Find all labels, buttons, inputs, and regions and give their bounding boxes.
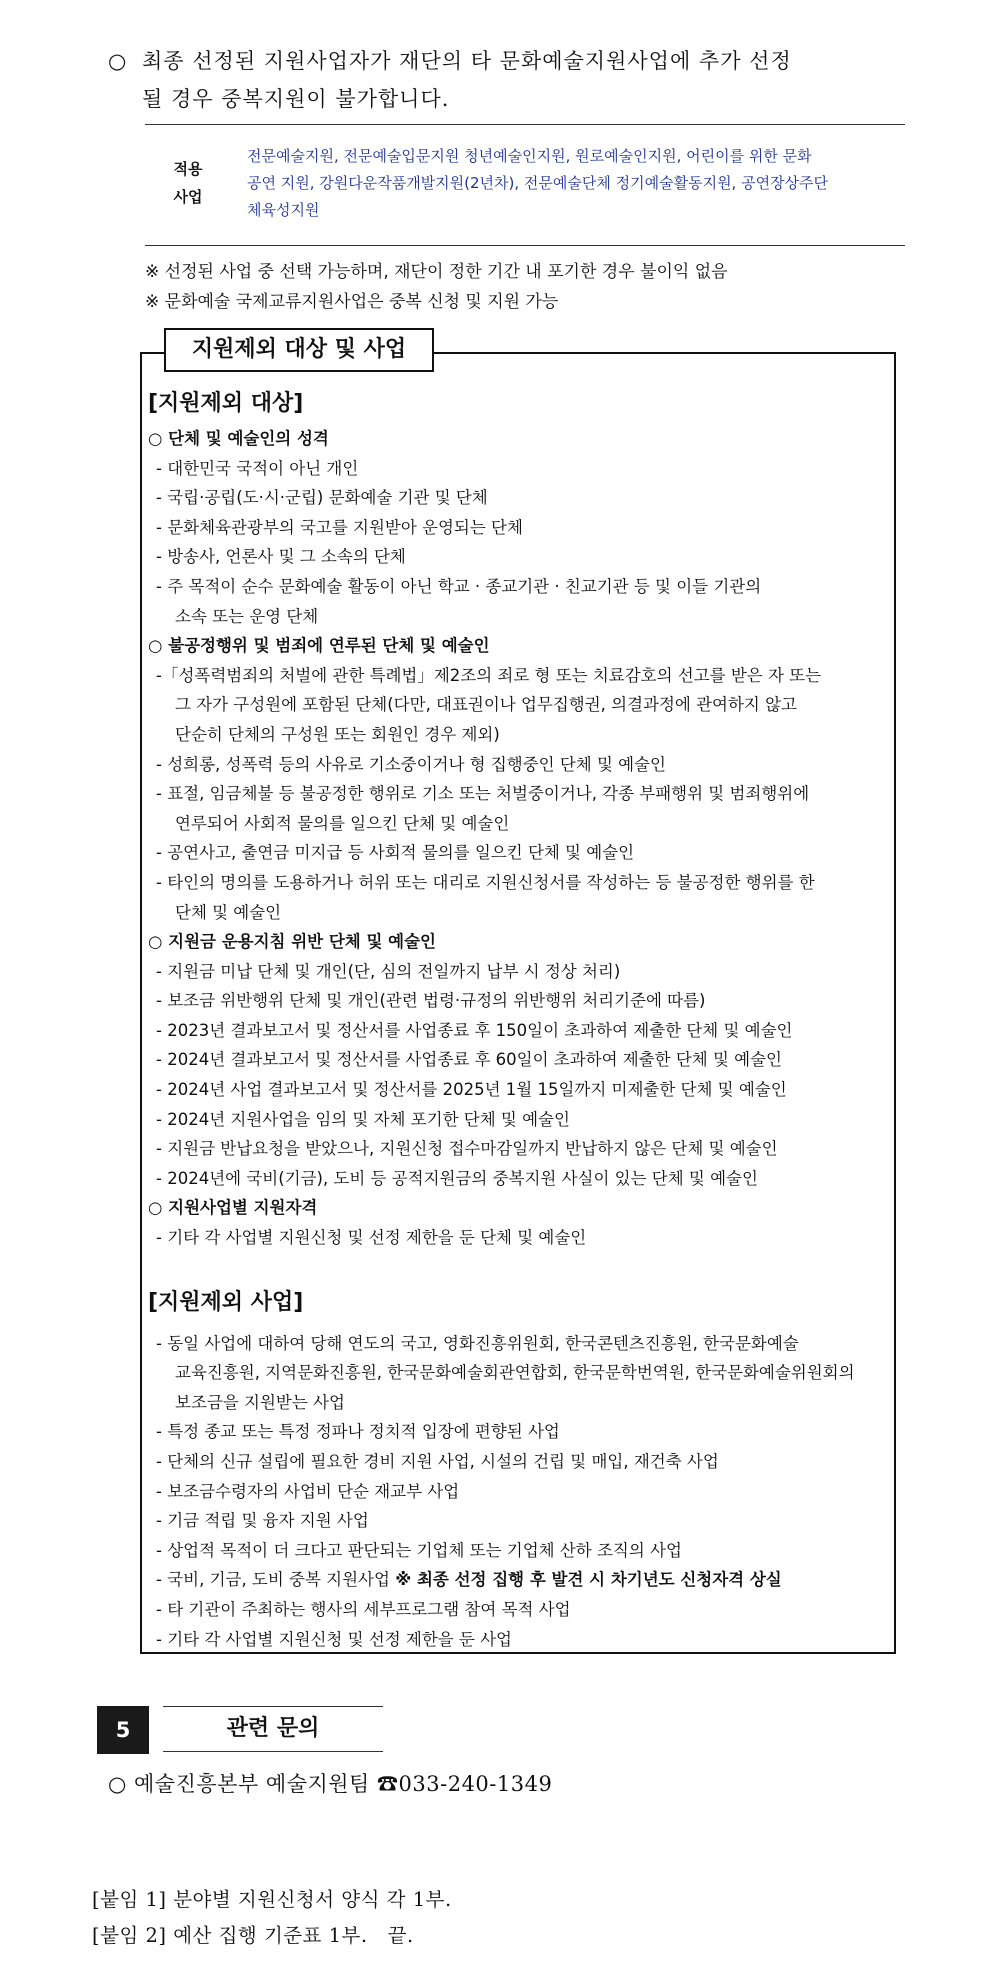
section-5-header — [97, 1706, 383, 1754]
list-item: 연루되어 사회적 물의를 일으킨 단체 및 예술인 — [175, 813, 510, 833]
list-item: - 공연사고, 출연금 미지급 등 사회적 물의를 일으킨 단체 및 예술인 — [156, 843, 635, 863]
contact-phone: ☎033-240-1349 — [377, 1772, 553, 1796]
section-number: 5 — [97, 1706, 149, 1754]
list-item: - 특정 종교 또는 특정 정파나 정치적 입장에 편향된 사업 — [156, 1422, 560, 1442]
list-item: - 보조금 위반행위 단체 및 개인(관련 법령·규정의 위반행위 처리기준에 따름) — [156, 991, 706, 1011]
list-item: - 기금 적립 및 융자 지원 사업 — [156, 1511, 369, 1531]
list-item: - 기타 각 사업별 지원신청 및 선정 제한을 둔 사업 — [156, 1629, 512, 1649]
list-item: - 방송사, 언론사 및 그 소속의 단체 — [156, 547, 406, 567]
list-item: - 타 기관이 주최하는 행사의 세부프로그램 참여 목적 사업 — [156, 1599, 571, 1619]
list-item: - 성희롱, 성폭력 등의 사유로 기소중이거나 형 집행중인 단체 및 예술인 — [156, 754, 666, 774]
attachments — [92, 1882, 452, 1954]
dup-support-warning: ※ 최종 선정 집행 후 발견 시 차기년도 신청자격 상실 — [395, 1570, 782, 1590]
group-title: ○ 지원사업별 지원자격 — [148, 1198, 318, 1218]
list-item: - 대한민국 국적이 아닌 개인 — [156, 458, 359, 478]
exclusion-box-title: 지원제외 대상 및 사업 — [164, 328, 434, 372]
list-item: - 문화체육관광부의 국고를 지원받아 운영되는 단체 — [156, 517, 523, 537]
list-item: - 지원금 반납요청을 받았으나, 지원신청 접수마감일까지 반납하지 않은 단체 및 예술인 — [156, 1139, 778, 1159]
contact-line — [108, 1768, 552, 1800]
list-item: 교육진흥원, 지역문화진흥원, 한국문화예술회관연합회, 한국문학번역원, 한국문화예술위원회의 — [175, 1363, 855, 1383]
group-title: ○ 불공정행위 및 범죄에 연루된 단체 및 예술인 — [148, 636, 490, 656]
list-item: - 지원금 미납 단체 및 개인(단, 심의 전일까지 납부 시 정상 처리) — [156, 961, 621, 981]
list-item — [148, 1565, 888, 1595]
list-item: -「성폭력범죄의 처벌에 관한 특례법」제2조의 죄로 형 또는 치료감호의 선고를 받은 자 또는 — [156, 665, 822, 685]
applicable-projects-list: 전문예술지원, 전문예술입문지원 청년예술인지원, 원로예술인지원, 어린이를 위한 문화 공연 지원, 강원다운작품개발지원(2년차), 전문예술단체 정기예술활동지원, 공연장상주단 체육성지원 — [247, 147, 829, 219]
section-title: 관련 문의 — [163, 1706, 383, 1752]
excluded-projects-heading: [지원제외 사업] — [148, 1289, 304, 1315]
list-item: - 표절, 임금체불 등 불공정한 행위로 기소 또는 처벌중이거나, 각종 부패행위 및 범죄행위에 — [156, 784, 810, 804]
intro-paragraph — [108, 42, 918, 118]
list-item: - 2024년 사업 결과보고서 및 정산서를 2025년 1월 15일까지 미제출한 단체 및 예술인 — [156, 1080, 787, 1100]
list-item: 그 자가 구성원에 포함된 단체(다만, 대표권이나 업무집행권, 의결과정에 관여하지 않고 — [175, 695, 797, 715]
group-title: ○ 단체 및 예술인의 성격 — [148, 429, 329, 448]
dup-support-text: - 국비, 기금, 도비 중복 지원사업 — [156, 1570, 396, 1590]
contact-department: 예술진흥본부 예술지원팀 — [134, 1772, 370, 1796]
list-item: - 2024년 결과보고서 및 정산서를 사업종료 후 60일이 초과하여 제출한 단체 및 예술인 — [156, 1050, 782, 1070]
list-item: - 상업적 목적이 더 크다고 판단되는 기업체 또는 기업체 산하 조직의 사업 — [156, 1540, 682, 1560]
attachment-item: [붙임 2] 예산 집행 기준표 1부. 끝. — [92, 1924, 414, 1947]
applicable-projects-label: 적용 사업 — [173, 160, 203, 206]
intro-bullet: ○ — [108, 49, 128, 73]
note-item: ※ 선정된 사업 중 선택 가능하며, 재단이 정한 기간 내 포기한 경우 불이익 없음 — [145, 262, 728, 282]
intro-line-1: 최종 선정된 지원사업자가 재단의 타 문화예술지원사업에 추가 선정 — [142, 49, 792, 73]
list-item: 소속 또는 운영 단체 — [175, 606, 319, 626]
list-item: - 국립·공립(도·시·군립) 문화예술 기관 및 단체 — [156, 488, 488, 508]
list-item: - 2024년에 국비(기금), 도비 등 공적지원금의 중복지원 사실이 있는 단체 및 예술인 — [156, 1168, 758, 1188]
list-item: - 보조금수령자의 사업비 단순 재교부 사업 — [156, 1481, 460, 1501]
list-item: 단체 및 예술인 — [175, 902, 282, 922]
list-item: - 단체의 신규 설립에 필요한 경비 지원 사업, 시설의 건립 및 매입, 재건축 사업 — [156, 1452, 719, 1471]
list-item: - 2023년 결과보고서 및 정산서를 사업종료 후 150일이 초과하여 제출한 단체 및 예술인 — [156, 1020, 793, 1040]
list-item: 단순히 단체의 구성원 또는 회원인 경우 제외) — [175, 724, 500, 744]
note-item: ※ 문화예술 국제교류지원사업은 중복 신청 및 지원 가능 — [145, 292, 559, 312]
attachment-item: [붙임 1] 분야별 지원신청서 양식 각 1부. — [92, 1888, 452, 1911]
exclusion-content — [148, 384, 888, 1654]
list-item: - 기타 각 사업별 지원신청 및 선정 제한을 둔 단체 및 예술인 — [156, 1228, 587, 1248]
spacer — [148, 1253, 888, 1283]
list-item: - 타인의 명의를 도용하거나 허위 또는 대리로 지원신청서를 작성하는 등 불공정한 행위를 한 — [156, 872, 815, 892]
contact-bullet: ○ — [108, 1772, 127, 1796]
intro-line-2: 될 경우 중복지원이 불가합니다. — [142, 87, 450, 111]
list-item: - 동일 사업에 대하여 당해 연도의 국고, 영화진흥위원회, 한국콘텐츠진흥원, 한국문화예술 — [156, 1333, 799, 1353]
list-item: - 주 목적이 순수 문화예술 활동이 아닌 학교 · 종교기관 · 친교기관 등 및 이들 기관의 — [156, 576, 762, 596]
excluded-targets-heading: [지원제외 대상] — [148, 391, 304, 416]
list-item: - 2024년 지원사업을 임의 및 자체 포기한 단체 및 예술인 — [156, 1109, 570, 1129]
notes — [145, 257, 728, 317]
list-item: 보조금을 지원받는 사업 — [175, 1392, 345, 1412]
group-title: ○ 지원금 운용지침 위반 단체 및 예술인 — [148, 932, 436, 952]
applicable-projects-table — [145, 124, 905, 246]
